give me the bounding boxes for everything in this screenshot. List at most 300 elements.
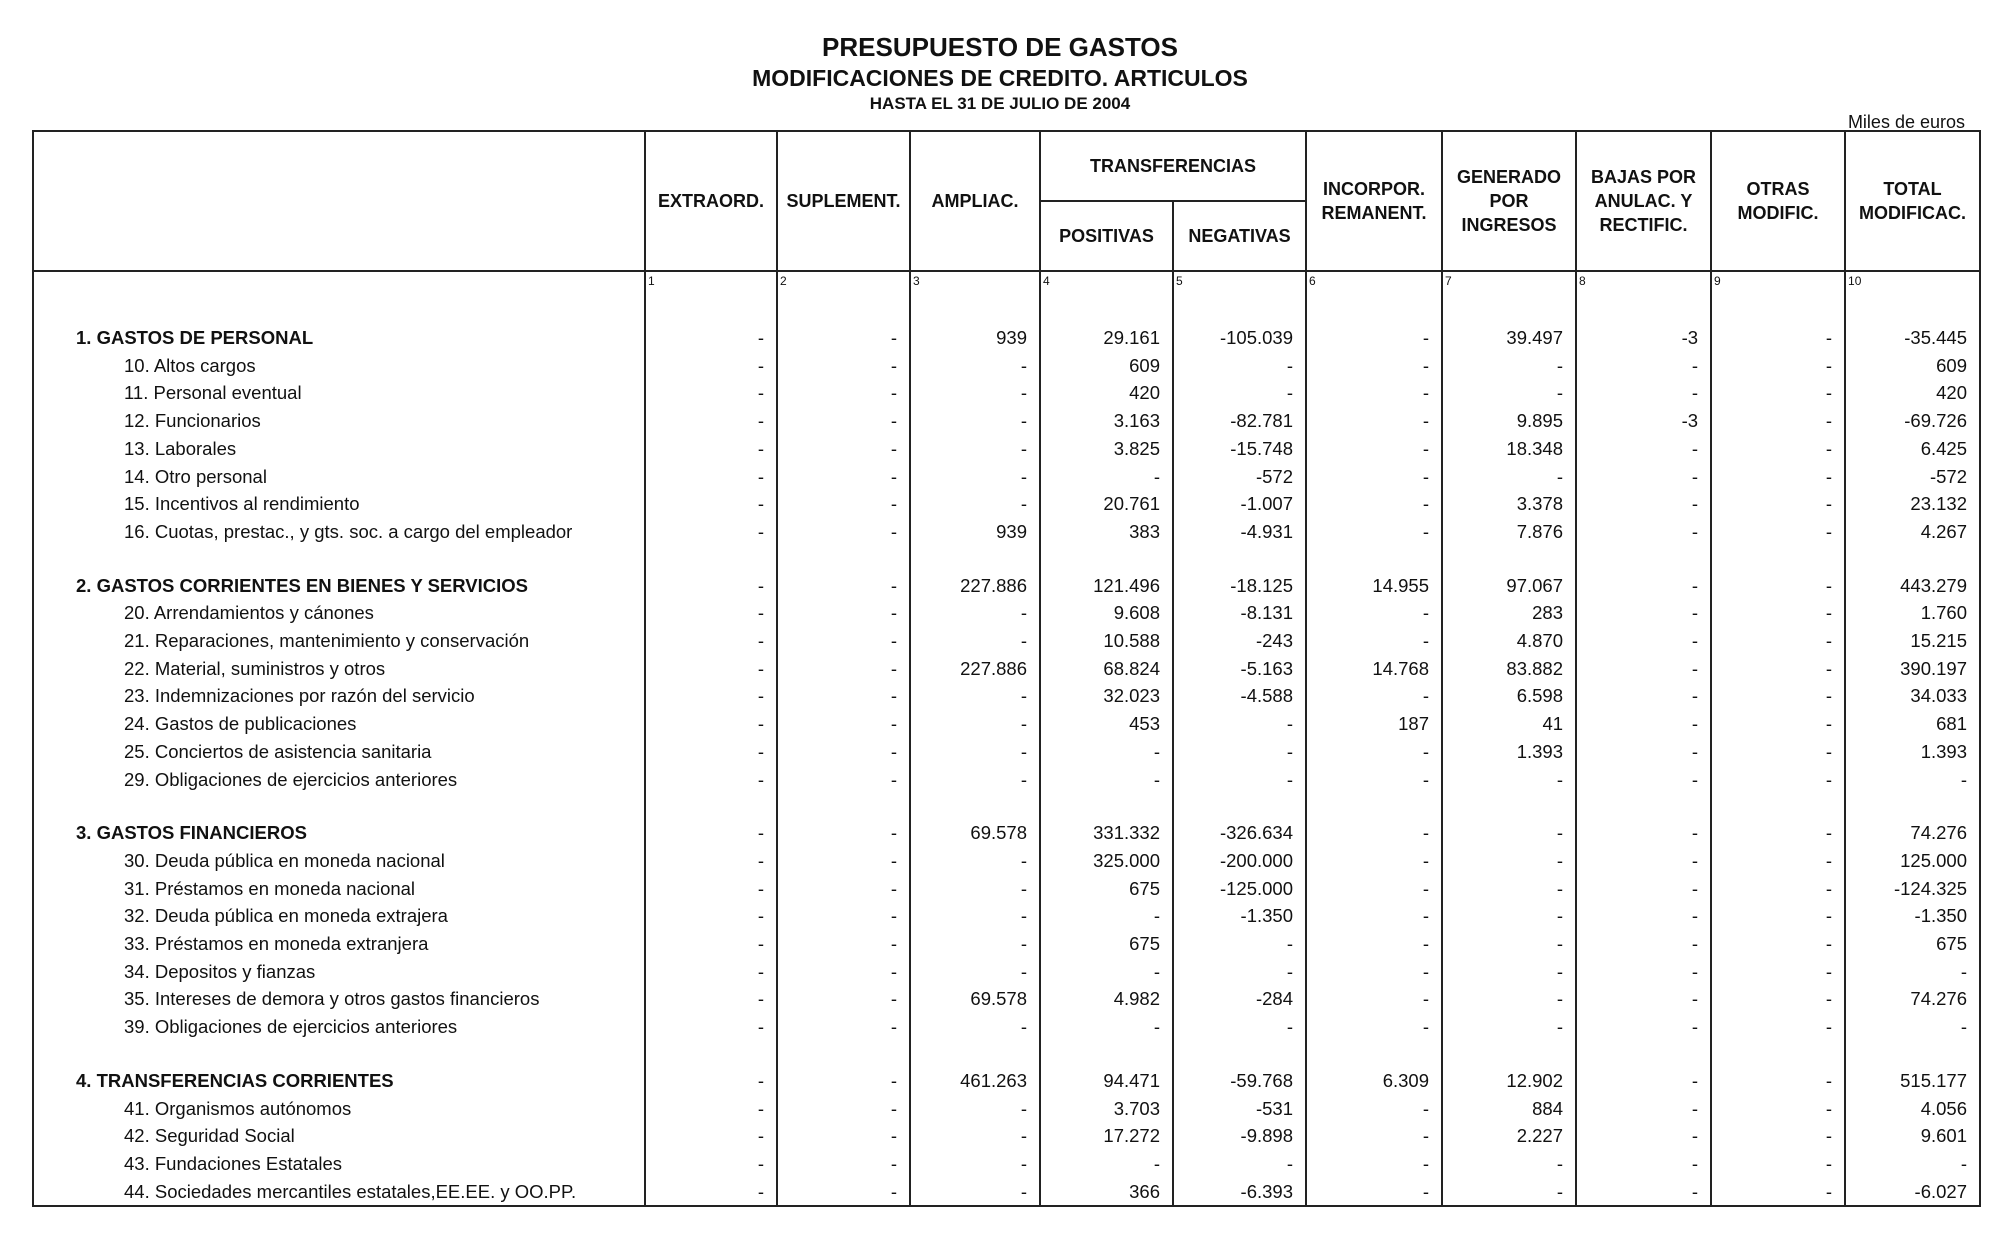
- value-cell: 2.227: [1442, 1122, 1576, 1150]
- value-cell: -: [777, 1178, 910, 1207]
- value-cell: -: [910, 463, 1040, 491]
- value-cell: -: [645, 599, 777, 627]
- value-cell: -531: [1173, 1095, 1306, 1123]
- value-cell: 69.578: [910, 985, 1040, 1013]
- value-cell: -: [1711, 599, 1845, 627]
- value-cell: -4.931: [1173, 518, 1306, 546]
- value-cell: -: [1040, 738, 1173, 766]
- chapter-row: [33, 324, 1980, 352]
- value-cell: -: [1442, 1178, 1576, 1207]
- value-cell: -: [910, 1178, 1040, 1207]
- spacer-cell: [645, 546, 777, 572]
- article-row: [33, 847, 1980, 875]
- value-cell: -: [645, 518, 777, 546]
- value-cell: -: [1576, 682, 1711, 710]
- value-cell: -: [777, 572, 910, 600]
- value-cell: -35.445: [1845, 324, 1980, 352]
- value-cell: 4.982: [1040, 985, 1173, 1013]
- report-title: PRESUPUESTO DE GASTOS: [822, 32, 1178, 62]
- value-cell: -: [910, 710, 1040, 738]
- value-cell: -: [1173, 379, 1306, 407]
- value-cell: -: [1576, 655, 1711, 683]
- value-cell: -: [910, 766, 1040, 794]
- value-cell: -: [1040, 902, 1173, 930]
- units-label: Miles de euros: [1847, 112, 1965, 132]
- value-cell: -: [1711, 819, 1845, 847]
- spacer-cell: [1173, 546, 1306, 572]
- value-cell: -: [1711, 682, 1845, 710]
- article-row: [33, 710, 1980, 738]
- value-cell: -: [1306, 1150, 1442, 1178]
- spacer-cell: [910, 298, 1040, 324]
- spacer-row: [33, 298, 1980, 324]
- value-cell: -: [777, 682, 910, 710]
- spacer-cell: [1442, 1041, 1576, 1067]
- value-cell: -: [645, 324, 777, 352]
- article-row: [33, 463, 1980, 491]
- value-cell: -: [1040, 463, 1173, 491]
- value-cell: -: [1576, 352, 1711, 380]
- value-cell: -: [1442, 930, 1576, 958]
- spacer-cell: [33, 1041, 645, 1067]
- value-cell: -: [1576, 572, 1711, 600]
- value-cell: 325.000: [1040, 847, 1173, 875]
- value-cell: -: [1711, 572, 1845, 600]
- value-cell: -: [777, 710, 910, 738]
- value-cell: -: [1711, 1013, 1845, 1041]
- value-cell: 609: [1040, 352, 1173, 380]
- value-cell: -: [1711, 518, 1845, 546]
- value-cell: 6.598: [1442, 682, 1576, 710]
- value-cell: 20.761: [1040, 490, 1173, 518]
- spacer-row: [33, 793, 1980, 819]
- value-cell: 6.425: [1845, 435, 1980, 463]
- value-cell: 3.163: [1040, 407, 1173, 435]
- value-cell: 9.608: [1040, 599, 1173, 627]
- value-cell: -3: [1576, 324, 1711, 352]
- article-row: [33, 435, 1980, 463]
- table-body: [33, 271, 1980, 1206]
- value-cell: -: [1306, 1122, 1442, 1150]
- value-cell: -: [1576, 1013, 1711, 1041]
- value-cell: 97.067: [1442, 572, 1576, 600]
- value-cell: -: [1576, 490, 1711, 518]
- chapter-row: [33, 572, 1980, 600]
- value-cell: -: [1306, 1178, 1442, 1207]
- value-cell: -: [1040, 766, 1173, 794]
- spacer-cell: [910, 546, 1040, 572]
- value-cell: -: [1173, 352, 1306, 380]
- spacer-cell: [33, 793, 645, 819]
- value-cell: -: [1845, 1013, 1980, 1041]
- row-label: 11. Personal eventual: [33, 379, 645, 407]
- spacer-cell: [1442, 793, 1576, 819]
- value-cell: -: [1711, 1095, 1845, 1123]
- value-cell: 187: [1306, 710, 1442, 738]
- article-row: [33, 655, 1980, 683]
- value-cell: -: [645, 902, 777, 930]
- article-row: [33, 1013, 1980, 1041]
- value-cell: -572: [1173, 463, 1306, 491]
- value-cell: 4.056: [1845, 1095, 1980, 1123]
- value-cell: -: [645, 738, 777, 766]
- value-cell: -69.726: [1845, 407, 1980, 435]
- spacer-cell: [1306, 298, 1442, 324]
- value-cell: 23.132: [1845, 490, 1980, 518]
- value-cell: 515.177: [1845, 1067, 1980, 1095]
- value-cell: -: [1306, 682, 1442, 710]
- value-cell: -105.039: [1173, 324, 1306, 352]
- value-cell: -: [910, 352, 1040, 380]
- value-cell: -: [1442, 1013, 1576, 1041]
- spacer-cell: [1040, 1041, 1173, 1067]
- spacer-cell: [910, 793, 1040, 819]
- value-cell: -: [645, 710, 777, 738]
- value-cell: -: [1306, 819, 1442, 847]
- value-cell: -: [1711, 985, 1845, 1013]
- value-cell: -: [1711, 627, 1845, 655]
- value-cell: -: [645, 1013, 777, 1041]
- value-cell: 74.276: [1845, 819, 1980, 847]
- value-cell: -: [1306, 435, 1442, 463]
- value-cell: 884: [1442, 1095, 1576, 1123]
- value-cell: -: [777, 985, 910, 1013]
- header-blank: [33, 131, 645, 271]
- value-cell: -: [1442, 766, 1576, 794]
- row-label: 12. Funcionarios: [33, 407, 645, 435]
- value-cell: 69.578: [910, 819, 1040, 847]
- header-suplement: SUPLEMENT.: [777, 131, 910, 271]
- value-cell: -8.131: [1173, 599, 1306, 627]
- value-cell: -: [1306, 379, 1442, 407]
- header-negativas: NEGATIVAS: [1173, 201, 1306, 271]
- value-cell: 939: [910, 518, 1040, 546]
- value-cell: -: [1711, 1178, 1845, 1207]
- spacer-cell: [1845, 298, 1980, 324]
- value-cell: 34.033: [1845, 682, 1980, 710]
- row-label: 32. Deuda pública en moneda extrajera: [33, 902, 645, 930]
- value-cell: -: [910, 738, 1040, 766]
- article-row: [33, 1150, 1980, 1178]
- column-number-row: [33, 271, 1980, 298]
- column-number-cell: 2: [777, 271, 910, 298]
- row-label: 39. Obligaciones de ejercicios anteriores: [33, 1013, 645, 1041]
- spacer-cell: [1173, 1041, 1306, 1067]
- value-cell: -: [1576, 930, 1711, 958]
- value-cell: -: [1442, 1150, 1576, 1178]
- value-cell: -: [1306, 463, 1442, 491]
- value-cell: -: [1173, 930, 1306, 958]
- spacer-cell: [1711, 1041, 1845, 1067]
- value-cell: -: [910, 1013, 1040, 1041]
- spacer-cell: [1711, 298, 1845, 324]
- value-cell: 94.471: [1040, 1067, 1173, 1095]
- value-cell: -: [777, 930, 910, 958]
- report-date: HASTA EL 31 DE JULIO DE 2004: [869, 94, 1131, 113]
- value-cell: -: [1306, 599, 1442, 627]
- spacer-cell: [1306, 793, 1442, 819]
- row-label: 20. Arrendamientos y cánones: [33, 599, 645, 627]
- value-cell: -: [1306, 1095, 1442, 1123]
- value-cell: 29.161: [1040, 324, 1173, 352]
- article-row: [33, 738, 1980, 766]
- value-cell: -: [1306, 738, 1442, 766]
- value-cell: 6.309: [1306, 1067, 1442, 1095]
- value-cell: 461.263: [910, 1067, 1040, 1095]
- value-cell: -: [1711, 738, 1845, 766]
- row-label: 31. Préstamos en moneda nacional: [33, 875, 645, 903]
- value-cell: -3: [1576, 407, 1711, 435]
- value-cell: -: [1576, 819, 1711, 847]
- value-cell: -: [645, 1122, 777, 1150]
- value-cell: -: [1711, 930, 1845, 958]
- value-cell: -: [910, 599, 1040, 627]
- value-cell: -: [645, 1178, 777, 1207]
- value-cell: -: [645, 407, 777, 435]
- value-cell: -: [1711, 490, 1845, 518]
- value-cell: -: [777, 875, 910, 903]
- value-cell: -: [777, 1013, 910, 1041]
- value-cell: 4.267: [1845, 518, 1980, 546]
- value-cell: -: [1845, 766, 1980, 794]
- column-number-cell: 5: [1173, 271, 1306, 298]
- value-cell: -: [1576, 738, 1711, 766]
- value-cell: 3.378: [1442, 490, 1576, 518]
- column-number-cell: 10: [1845, 271, 1980, 298]
- article-row: [33, 875, 1980, 903]
- article-row: [33, 490, 1980, 518]
- value-cell: -1.350: [1845, 902, 1980, 930]
- value-cell: -: [1711, 1122, 1845, 1150]
- article-row: [33, 682, 1980, 710]
- row-label: 33. Préstamos en moneda extranjera: [33, 930, 645, 958]
- value-cell: -243: [1173, 627, 1306, 655]
- value-cell: -: [645, 847, 777, 875]
- value-cell: -: [1442, 352, 1576, 380]
- value-cell: -: [1306, 930, 1442, 958]
- value-cell: 366: [1040, 1178, 1173, 1207]
- value-cell: 3.703: [1040, 1095, 1173, 1123]
- header-bajas: BAJAS POR ANULAC. Y RECTIFIC.: [1576, 131, 1711, 271]
- value-cell: -: [1306, 985, 1442, 1013]
- value-cell: -: [645, 379, 777, 407]
- value-cell: -: [910, 902, 1040, 930]
- value-cell: -572: [1845, 463, 1980, 491]
- chapter-row: [33, 1067, 1980, 1095]
- value-cell: 17.272: [1040, 1122, 1173, 1150]
- spacer-cell: [777, 298, 910, 324]
- value-cell: -: [1576, 518, 1711, 546]
- value-cell: 68.824: [1040, 655, 1173, 683]
- value-cell: -: [777, 819, 910, 847]
- row-label: 15. Incentivos al rendimiento: [33, 490, 645, 518]
- row-label: 35. Intereses de demora y otros gastos financieros: [33, 985, 645, 1013]
- row-label: 25. Conciertos de asistencia sanitaria: [33, 738, 645, 766]
- value-cell: -: [1306, 627, 1442, 655]
- value-cell: -: [910, 958, 1040, 986]
- value-cell: -15.748: [1173, 435, 1306, 463]
- value-cell: -: [1576, 1150, 1711, 1178]
- value-cell: -: [910, 875, 1040, 903]
- column-number-cell: 9: [1711, 271, 1845, 298]
- value-cell: 10.588: [1040, 627, 1173, 655]
- value-cell: -: [1711, 352, 1845, 380]
- value-cell: -: [1711, 1067, 1845, 1095]
- row-label: 34. Depositos y fianzas: [33, 958, 645, 986]
- value-cell: -9.898: [1173, 1122, 1306, 1150]
- value-cell: -: [645, 352, 777, 380]
- spacer-cell: [777, 793, 910, 819]
- value-cell: -: [1576, 1067, 1711, 1095]
- value-cell: -326.634: [1173, 819, 1306, 847]
- spacer-cell: [1576, 793, 1711, 819]
- value-cell: -: [1442, 985, 1576, 1013]
- value-cell: -: [1442, 819, 1576, 847]
- value-cell: 227.886: [910, 572, 1040, 600]
- value-cell: 1.760: [1845, 599, 1980, 627]
- value-cell: -: [910, 435, 1040, 463]
- value-cell: 83.882: [1442, 655, 1576, 683]
- row-label: 24. Gastos de publicaciones: [33, 710, 645, 738]
- value-cell: -: [910, 407, 1040, 435]
- value-cell: -: [645, 627, 777, 655]
- value-cell: -: [777, 655, 910, 683]
- value-cell: -: [910, 847, 1040, 875]
- value-cell: -: [910, 1122, 1040, 1150]
- column-number-cell: 4: [1040, 271, 1173, 298]
- value-cell: 383: [1040, 518, 1173, 546]
- value-cell: -: [1306, 1013, 1442, 1041]
- column-number-cell: 1: [645, 271, 777, 298]
- row-label: 4. TRANSFERENCIAS CORRIENTES: [33, 1067, 645, 1095]
- spacer-row: [33, 1041, 1980, 1067]
- value-cell: -: [1711, 766, 1845, 794]
- value-cell: -: [645, 463, 777, 491]
- value-cell: -: [1173, 1150, 1306, 1178]
- value-cell: -: [777, 407, 910, 435]
- value-cell: -200.000: [1173, 847, 1306, 875]
- value-cell: -: [1040, 1013, 1173, 1041]
- article-row: [33, 352, 1980, 380]
- value-cell: -82.781: [1173, 407, 1306, 435]
- value-cell: -: [1711, 710, 1845, 738]
- value-cell: 39.497: [1442, 324, 1576, 352]
- value-cell: -: [777, 627, 910, 655]
- value-cell: -: [777, 518, 910, 546]
- value-cell: -: [1711, 902, 1845, 930]
- spacer-cell: [1711, 793, 1845, 819]
- value-cell: -: [777, 847, 910, 875]
- row-label: 14. Otro personal: [33, 463, 645, 491]
- value-cell: -: [645, 572, 777, 600]
- value-cell: -: [1442, 958, 1576, 986]
- spacer-cell: [1040, 546, 1173, 572]
- value-cell: -: [910, 1150, 1040, 1178]
- value-cell: -: [1173, 958, 1306, 986]
- value-cell: -: [1845, 958, 1980, 986]
- value-cell: 4.870: [1442, 627, 1576, 655]
- value-cell: -: [1711, 875, 1845, 903]
- value-cell: 675: [1845, 930, 1980, 958]
- value-cell: -: [1040, 958, 1173, 986]
- value-cell: -: [1306, 490, 1442, 518]
- value-cell: -: [645, 1150, 777, 1178]
- value-cell: 125.000: [1845, 847, 1980, 875]
- value-cell: -: [1576, 1122, 1711, 1150]
- row-label: 30. Deuda pública en moneda nacional: [33, 847, 645, 875]
- spacer-cell: [1173, 793, 1306, 819]
- header-otras: OTRAS MODIFIC.: [1711, 131, 1845, 271]
- value-cell: 74.276: [1845, 985, 1980, 1013]
- value-cell: -: [645, 682, 777, 710]
- spacer-cell: [645, 793, 777, 819]
- value-cell: -: [1576, 710, 1711, 738]
- spacer-cell: [1576, 298, 1711, 324]
- article-row: [33, 902, 1980, 930]
- value-cell: -: [645, 1095, 777, 1123]
- spacer-cell: [1306, 546, 1442, 572]
- spacer-cell: [1040, 793, 1173, 819]
- value-cell: -124.325: [1845, 875, 1980, 903]
- value-cell: -59.768: [1173, 1067, 1306, 1095]
- spacer-cell: [33, 546, 645, 572]
- value-cell: 121.496: [1040, 572, 1173, 600]
- value-cell: 675: [1040, 875, 1173, 903]
- report-subtitle: MODIFICACIONES DE CREDITO. ARTICULOS: [752, 65, 1248, 91]
- row-label: 43. Fundaciones Estatales: [33, 1150, 645, 1178]
- row-label: 10. Altos cargos: [33, 352, 645, 380]
- value-cell: -: [1576, 985, 1711, 1013]
- article-row: [33, 766, 1980, 794]
- value-cell: -: [1576, 435, 1711, 463]
- row-label: 22. Material, suministros y otros: [33, 655, 645, 683]
- value-cell: -5.163: [1173, 655, 1306, 683]
- value-cell: -: [1442, 847, 1576, 875]
- spacer-cell: [910, 1041, 1040, 1067]
- value-cell: 41: [1442, 710, 1576, 738]
- value-cell: -: [1306, 324, 1442, 352]
- value-cell: -: [777, 1150, 910, 1178]
- article-row: [33, 985, 1980, 1013]
- value-cell: -: [1173, 766, 1306, 794]
- value-cell: -: [910, 682, 1040, 710]
- value-cell: -: [1306, 902, 1442, 930]
- value-cell: -: [1040, 1150, 1173, 1178]
- value-cell: -: [645, 958, 777, 986]
- value-cell: -: [645, 930, 777, 958]
- value-cell: -: [777, 1122, 910, 1150]
- value-cell: 3.825: [1040, 435, 1173, 463]
- value-cell: -4.588: [1173, 682, 1306, 710]
- column-number-cell: 6: [1306, 271, 1442, 298]
- value-cell: -: [777, 766, 910, 794]
- value-cell: -: [1711, 1150, 1845, 1178]
- value-cell: -: [910, 930, 1040, 958]
- spacer-cell: [1442, 298, 1576, 324]
- value-cell: -: [1306, 352, 1442, 380]
- header-total: TOTAL MODIFICAC.: [1845, 131, 1980, 271]
- value-cell: -: [777, 599, 910, 627]
- value-cell: -: [1711, 407, 1845, 435]
- article-row: [33, 1122, 1980, 1150]
- value-cell: -: [777, 352, 910, 380]
- value-cell: -: [777, 958, 910, 986]
- column-number-cell: 3: [910, 271, 1040, 298]
- spacer-cell: [645, 298, 777, 324]
- value-cell: 32.023: [1040, 682, 1173, 710]
- value-cell: -: [777, 902, 910, 930]
- value-cell: -: [1173, 1013, 1306, 1041]
